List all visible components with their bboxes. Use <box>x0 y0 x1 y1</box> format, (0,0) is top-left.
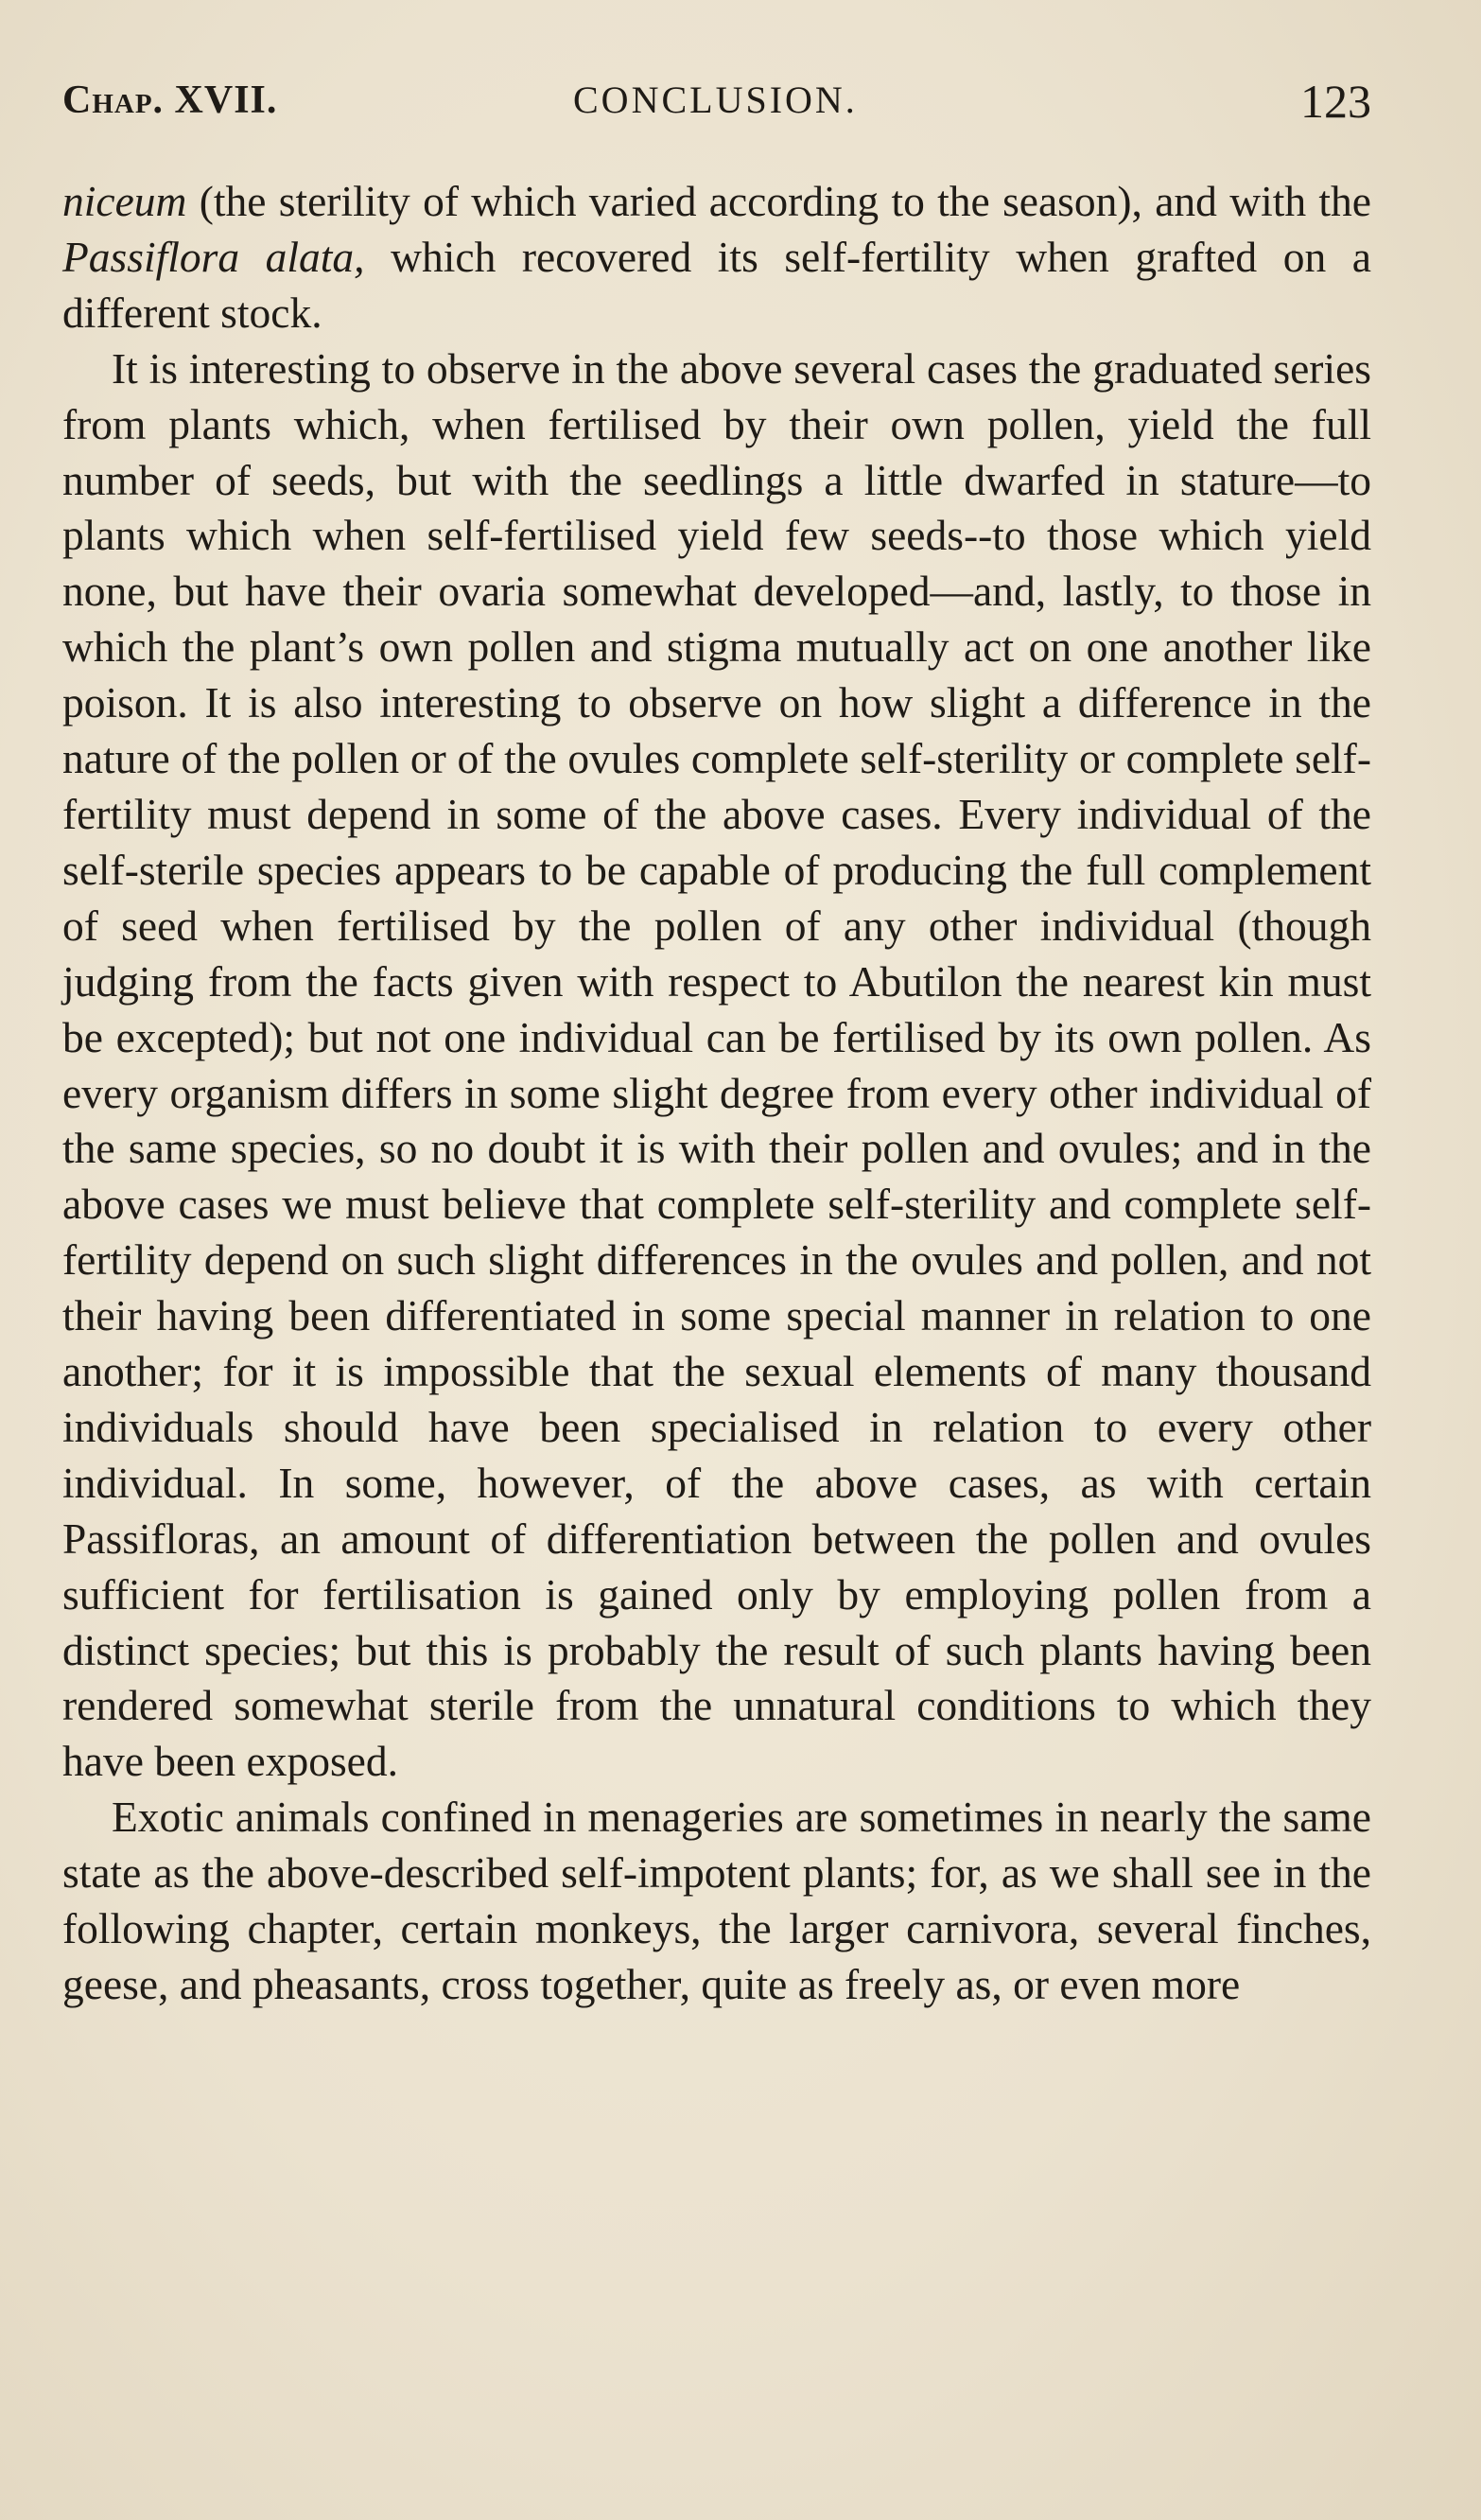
page-header <box>62 75 1371 134</box>
page-number: 123 <box>1300 75 1371 128</box>
paragraph-3: Exotic animals confined in menageries are sometimes in nearly the same state as the above-described self-impotent plants; for, as we shall see in the following chapter, certain monkeys, the larger carnivora, several finches, geese, and pheasants, cross together, quite as freely as, or even more <box>62 1793 1371 2008</box>
paragraph-1-italic-lead: niceum <box>62 177 187 225</box>
paragraph-1-text-a: (the sterility of which varied according to the season), and with the <box>186 177 1371 225</box>
paragraph-1 <box>62 174 1371 341</box>
paragraph-1-italic-species: Passiflora alata, <box>62 232 365 281</box>
paragraph-1-text-b: which recovered its self-fertility when grafted on a different stock. <box>62 232 1371 337</box>
paragraph-2: It is interesting to observe in the above several cases the graduated series from plants which, when fertilised by their own pollen, yield the full number of seeds, but with the seedlings a little dwarfed in stature—to plants which when self-fertilised yield few seeds--to those which yield none, but have their ovaria somewhat developed—and, lastly, to those in which the plant’s own pollen and stigma mutually act on one another like poison. It is also interesting to observe on how slight a difference in the nature of the pollen or of the ovules complete self-sterility or complete self-fertility must depend in some of the above cases. Every individual of the self-sterile species appears to be capable of producing the full complement of seed when fertilised by the pollen of any other individual (though judging from the facts given with respect to Abutilon the nearest kin must be excepted); but not one individual can be fertilised by its own pollen. As every organism differs in some slight degree from every other individual of the same species, so no doubt it is with their pollen and ovules; and in the above cases we must believe that complete self-sterility and complete self-fertility depend on such slight differences in the ovules and pollen, and not their having been differentiated in some special manner in relation to one another; for it is impossible that the sexual elements of many thousand individuals should have been specialised in relation to every other individual. In some, however, of the above cases, as with certain Passifloras, an amount of differentiation between the pollen and ovules sufficient for fertilisation is gained only by employing pollen from a distinct species; but this is probably the result of such plants having been rendered somewhat sterile from the unnatural conditions to which they have been exposed. <box>62 343 1371 1786</box>
body-text <box>62 174 1371 2013</box>
chapter-label: Chap. XVII. <box>62 79 278 122</box>
running-title: CONCLUSION. <box>573 79 858 121</box>
